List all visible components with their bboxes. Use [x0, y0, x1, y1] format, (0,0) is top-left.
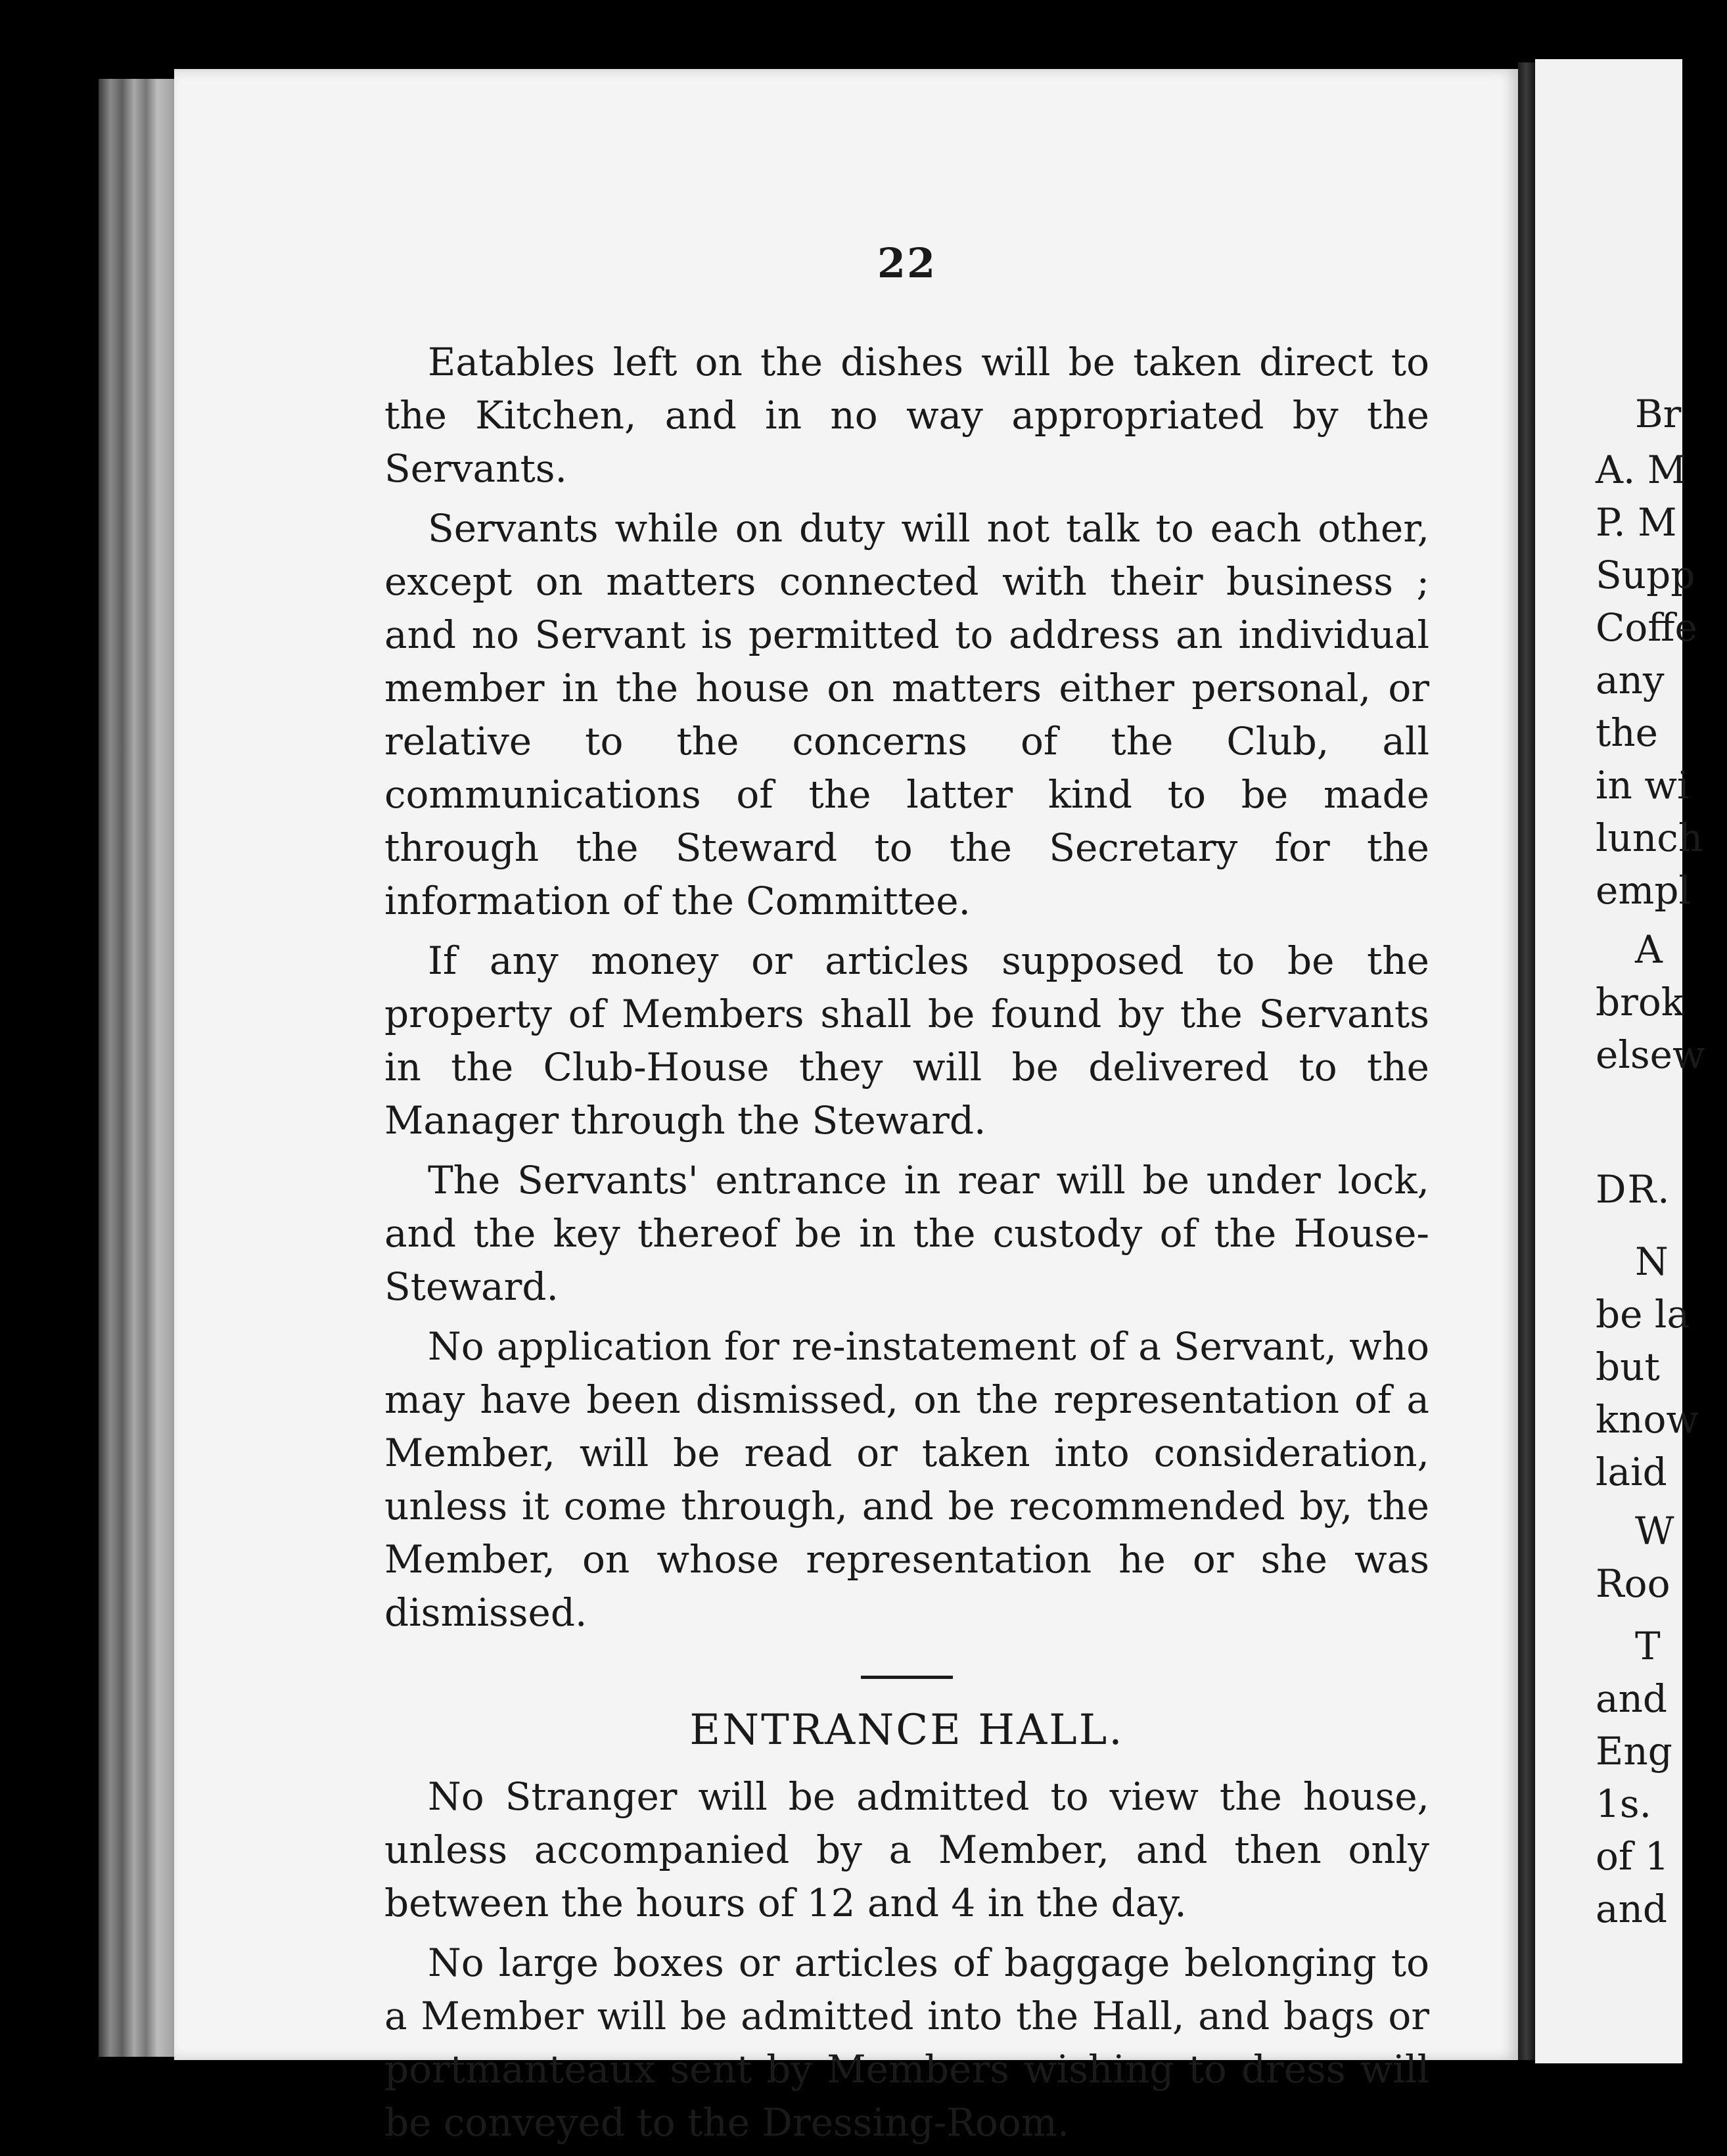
page-number: 22 — [877, 239, 937, 287]
next-page-fragment: be la — [1596, 1292, 1690, 1337]
paragraph-money-articles: If any money or articles supposed to be the property of Members shall be found by the Servants in the Club-House they will be delivered to the Manager through the Steward. — [384, 938, 1429, 1143]
next-page-fragment: Roo — [1596, 1561, 1670, 1606]
next-page-fragment: empl — [1596, 868, 1691, 913]
paragraph-stranger: No Stranger will be admitted to view the house, unless accompanied by a Member, and then only between the hours of 12 and 4 in the day. — [384, 1774, 1429, 1925]
next-page-fragment: Supp — [1596, 553, 1695, 597]
next-page-fragment: and — [1596, 1887, 1668, 1931]
next-page-fragment: P. M — [1596, 500, 1677, 545]
paragraph-eatables: Eatables left on the dishes will be taken direct to the Kitchen, and in no way appropriated by the Servants. — [384, 340, 1429, 491]
next-page-fragment: know — [1596, 1397, 1699, 1442]
next-page-fragment: DR. — [1596, 1167, 1671, 1212]
section-divider — [861, 1676, 953, 1679]
next-page-fragment: W — [1635, 1509, 1674, 1553]
next-page-fragment: in wi — [1596, 763, 1690, 808]
next-page-fragment: laid — [1596, 1450, 1667, 1494]
next-page-fragment: elsew — [1596, 1032, 1705, 1077]
next-page-fragment: 1s. — [1596, 1781, 1652, 1826]
next-page-fragment: but — [1596, 1344, 1660, 1389]
next-page-fragment: Br — [1635, 392, 1682, 436]
book-page-right — [1535, 59, 1705, 2063]
paragraph-reinstatement: No application for re-instatement of a Servant, who may have been dismissed, on the representation of a Member, will be read or taken into consideration, unless it come through, and be recommended by, the Member, on whose representation he or she was dismissed. — [384, 1324, 1429, 1635]
next-page-fragment: and — [1596, 1676, 1668, 1721]
next-page-fragment: of 1 — [1596, 1834, 1669, 1879]
paragraph-servants-duty: Servants while on duty will not talk to each other, except on matters connected with their business ; and no Servant is permitted to address an individual member in the house on matters either personal, or relative to the concerns of the Club, all communications of the latter kind to be made through the Steward to the Secretary for the information of the Committee. — [384, 506, 1429, 923]
next-page-fragment: any — [1596, 658, 1665, 702]
next-page-fragment: A — [1635, 927, 1663, 972]
paragraph-baggage: No large boxes or articles of baggage belonging to a Member will be admitted into the Hall, and bags or portmanteaux sent by Members wishing to dress will be conveyed to the Dressing-Room. — [384, 1940, 1429, 2145]
next-page-fragment: brok — [1596, 980, 1684, 1024]
next-page-fragment: A. M — [1596, 447, 1687, 492]
page-text — [384, 237, 1429, 2156]
next-page-fragment: Eng — [1596, 1729, 1672, 1774]
next-page-fragment: Coffe — [1596, 605, 1697, 650]
next-page-fragment: the — [1596, 710, 1658, 755]
next-page-fragment: T — [1635, 1624, 1661, 1668]
book-gutter — [1518, 62, 1535, 2060]
next-page-fragment: N — [1635, 1239, 1669, 1284]
section-heading: ENTRANCE HALL. — [689, 1706, 1124, 1755]
paragraph-servants-entrance: The Servants' entrance in rear will be under lock, and the key thereof be in the custody of the House-Steward. — [384, 1158, 1429, 1309]
page-edges — [99, 79, 177, 2057]
next-page-fragment: lunch — [1596, 815, 1703, 860]
